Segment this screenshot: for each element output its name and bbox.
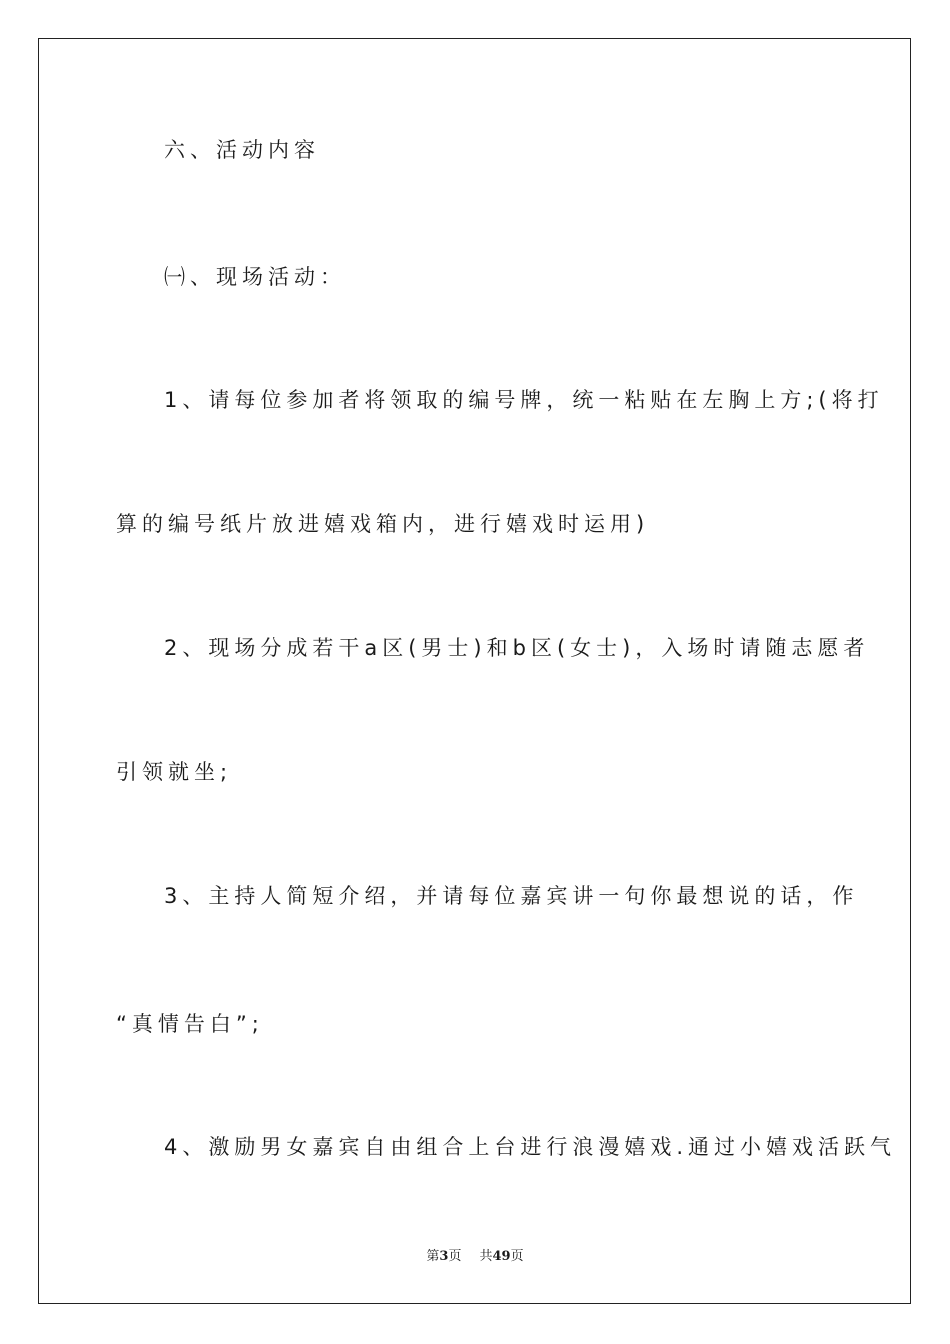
paragraph-line: 2、现场分成若干a区(男士)和b区(女士)，入场时请随志愿者 [164, 636, 870, 660]
page-suffix: 页 [448, 1249, 462, 1264]
paragraph-line: 3、主持人简短介绍，并请每位嘉宾讲一句你最想说的话，作 [164, 884, 859, 908]
paragraph-line: 4、激励男女嘉宾自由组合上台进行浪漫嬉戏.通过小嬉戏活跃气 [164, 1135, 897, 1159]
paragraph-line: 引领就坐; [116, 760, 233, 784]
total-prefix: 共 [479, 1249, 493, 1264]
page-prefix: 第 [426, 1249, 440, 1264]
total-suffix: 页 [510, 1249, 524, 1264]
page-footer [0, 1248, 950, 1266]
section-heading: 六、活动内容 [164, 138, 320, 162]
paragraph-line: 1、请每位参加者将领取的编号牌，统一粘贴在左胸上方;(将打 [164, 388, 884, 412]
page-number: 3 [439, 1249, 449, 1264]
total-pages: 49 [492, 1249, 511, 1264]
paragraph-line: 算的编号纸片放进嬉戏箱内，进行嬉戏时运用) [116, 512, 650, 536]
page-border [38, 38, 911, 1304]
subsection-heading: ㈠、现场活动： [164, 265, 346, 289]
paragraph-line: “真情告白”; [116, 1012, 264, 1036]
